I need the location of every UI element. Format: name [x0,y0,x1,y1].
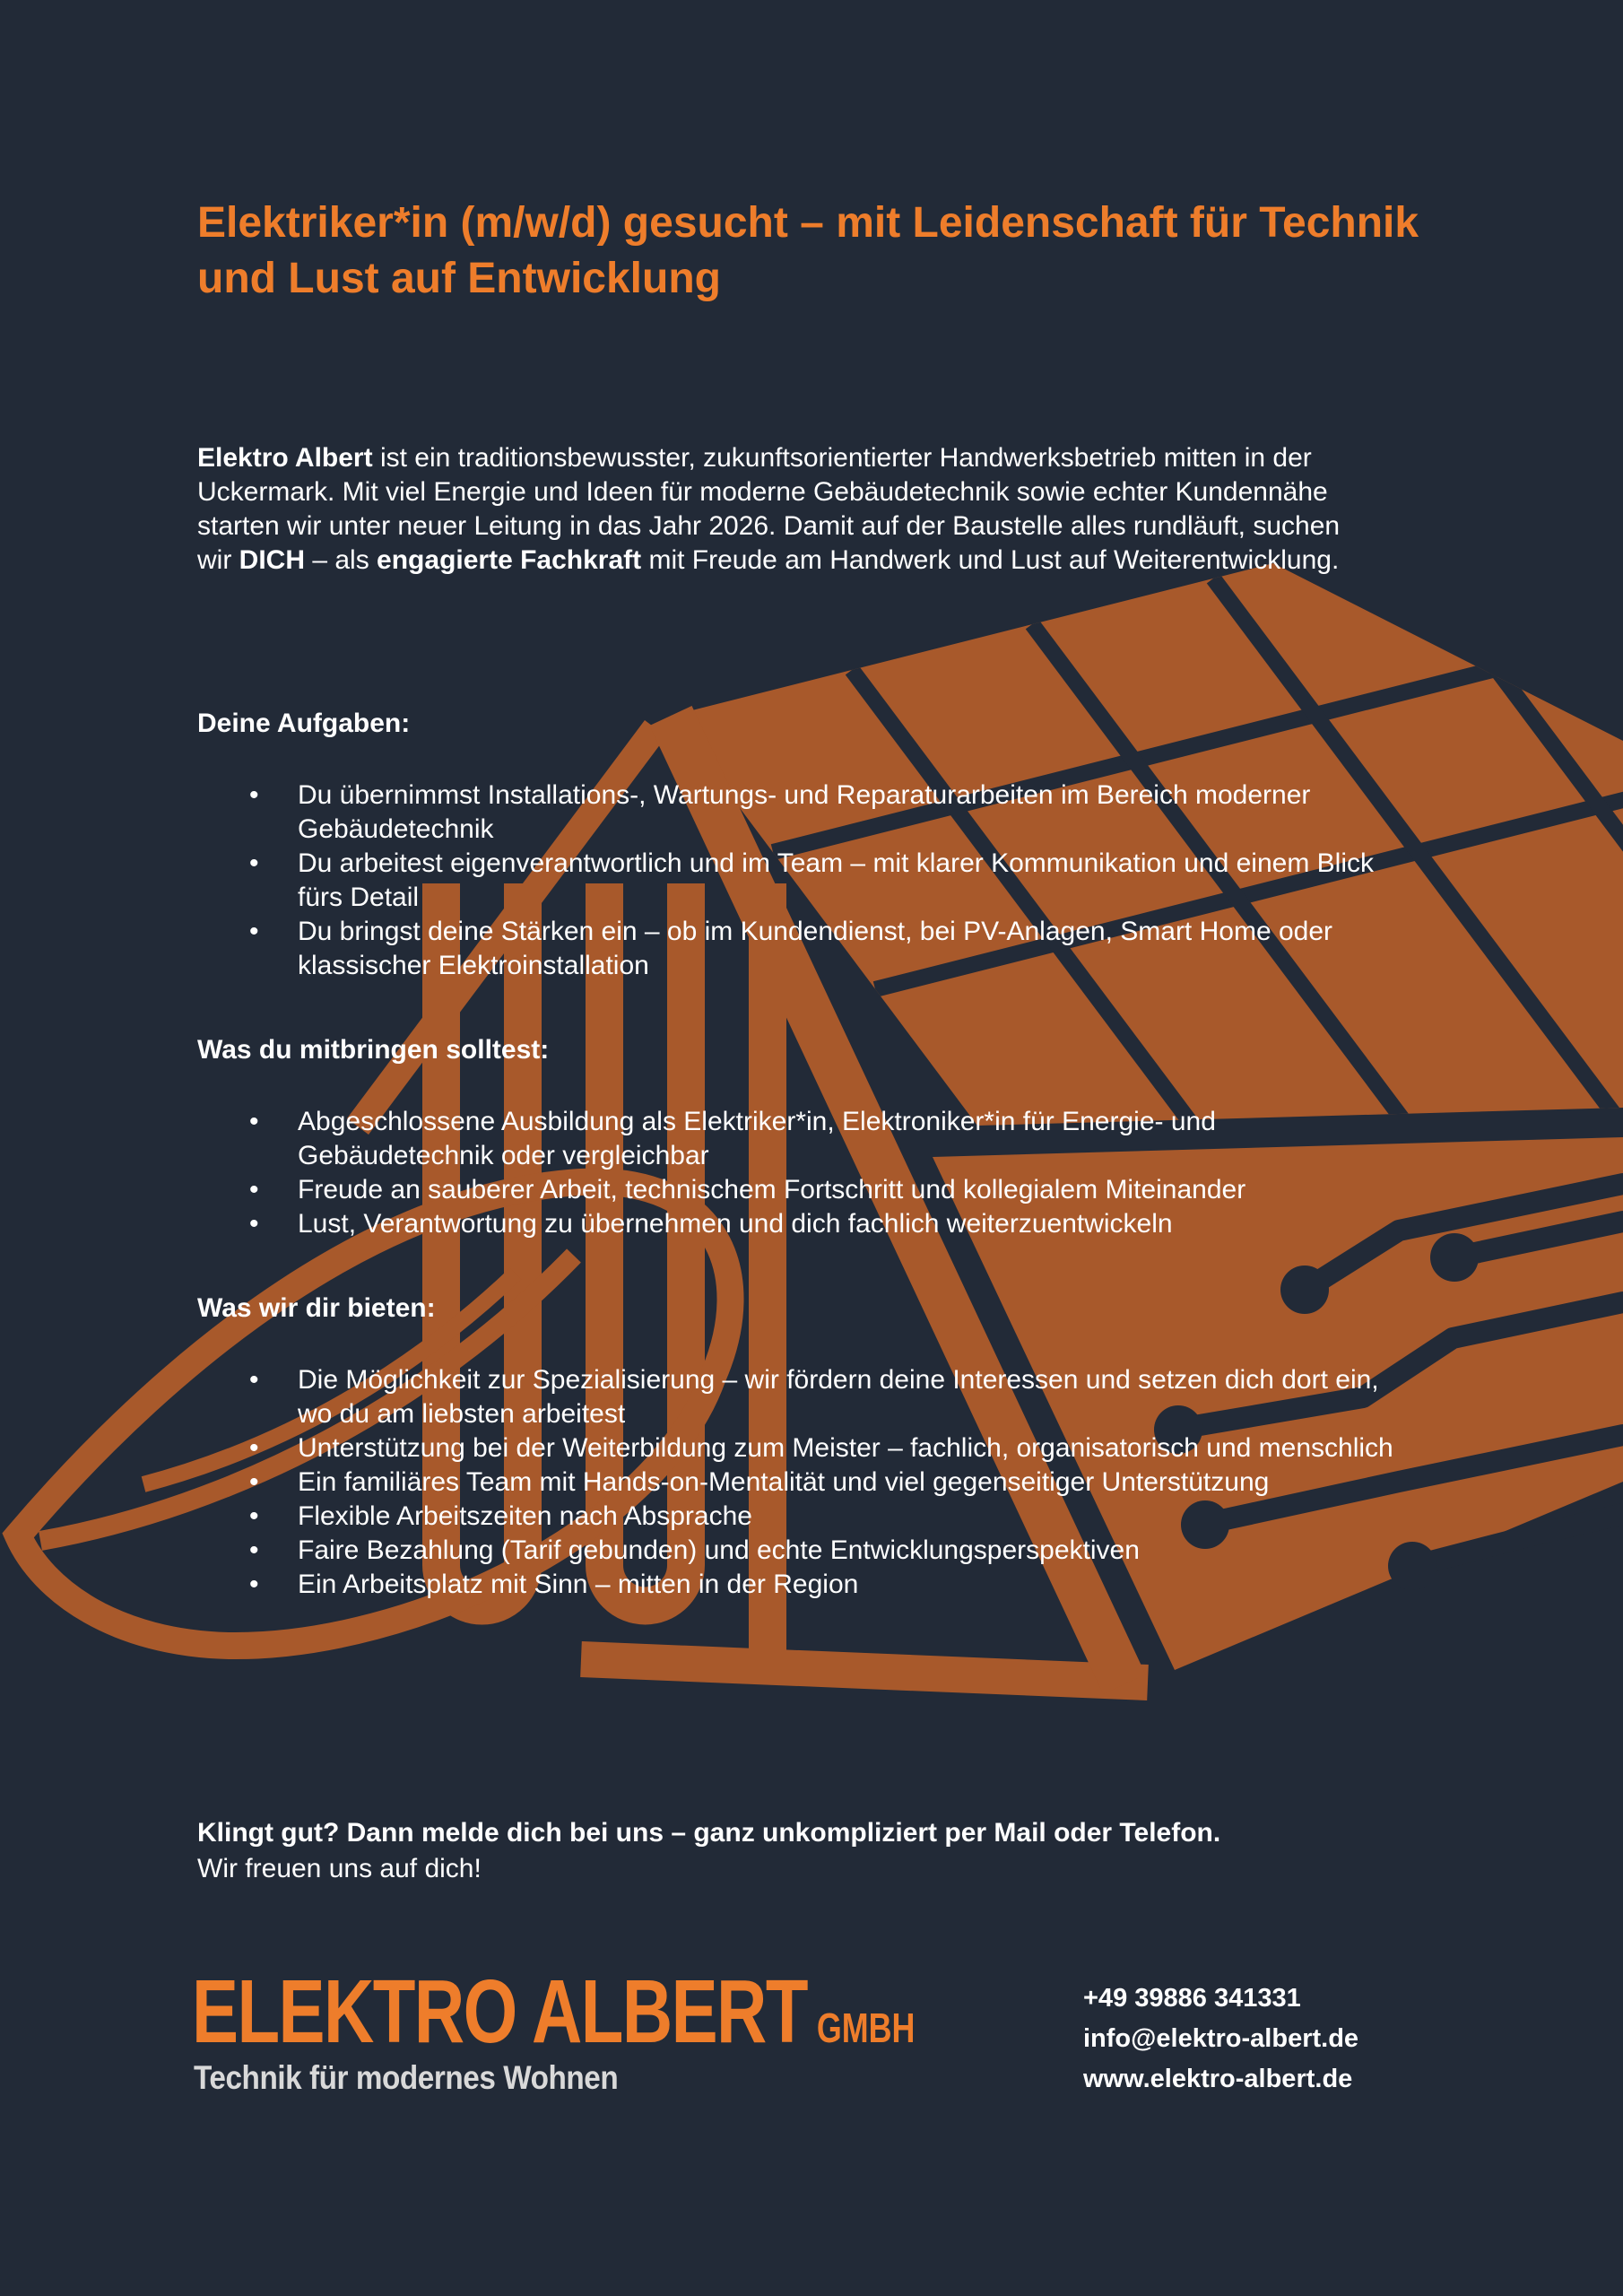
section-heading: Deine Aufgaben: [197,709,411,738]
list-item: • Unterstützung bei der Weiterbildung zum Meister – fachlich, organisatorisch und menschlich [197,1431,1410,1465]
list-item: • Du übernimmst Installations-, Wartungs- und Reparaturarbeiten im Bereich moderner Gebäudetechnik [197,778,1410,847]
contact-website: www.elektro-albert.de [1083,2065,1353,2093]
list-item: • Lust, Verantwortung zu übernehmen und dich fachlich weiterzuentwickeln [197,1207,1410,1241]
bullet-list [197,1105,1410,1241]
contact-block [1083,1979,1358,2100]
closing-note [197,1815,1435,1887]
list-item: • Ein familiäres Team mit Hands-on-Mentalität und viel gegenseitiger Unterstützung [197,1465,1410,1500]
list-item: • Du bringst deine Stärken ein – ob im Kundendienst, bei PV-Anlagen, Smart Home oder klassischer Elektroinstallation [197,915,1410,983]
intro-paragraph: Elektro Albert ist ein traditionsbewusster, zukunftsorientierter Handwerksbetrieb mitten in der Uckermark. Mit viel Energie und Ideen für moderne Gebäudetechnik sowie echter Kundennähe starten wir unter neuer Leitung in das Jahr 2026. Damit auf der Baustelle alles rundläuft, suchen wir DICH – als engagierte Fachkraft mit Freude am Handwerk und Lust auf Weiterentwicklung. [197,443,1341,575]
list-item: • Faire Bezahlung (Tarif gebunden) und echte Entwicklungsperspektiven [197,1534,1410,1568]
closing-line: Wir freuen uns auf dich! [197,1854,482,1883]
closing-call-to-action: Klingt gut? Dann melde dich bei uns – ganz unkompliziert per Mail oder Telefon. [197,1818,1221,1848]
page-title: Elektriker*in (m/w/d) gesucht – mit Leidenschaft für Technik und Lust auf Entwicklung [197,199,1419,302]
list-item: • Flexible Arbeitszeiten nach Absprache [197,1500,1410,1534]
section-aufgaben [197,707,1410,983]
sections-container [197,707,1410,1652]
section-heading: Was du mitbringen solltest: [197,1035,550,1065]
logo-suffix: GMBH [816,2005,916,2051]
company-logo [192,1961,915,2064]
section-bieten [197,1292,1410,1602]
list-item: • Ein Arbeitsplatz mit Sinn – mitten in der Region [197,1568,1410,1602]
list-item: • Freude an sauberer Arbeit, technischem Fortschritt und kollegialem Miteinander [197,1173,1410,1207]
bullet-list [197,1363,1410,1602]
section-heading: Was wir dir bieten: [197,1293,436,1323]
logo-wordmark: ELEKTRO ALBERT [192,1961,807,2062]
list-item: • Abgeschlossene Ausbildung als Elektriker*in, Elektroniker*in für Energie- und Gebäudetechnik oder vergleichbar [197,1105,1410,1173]
list-item: • Du arbeitest eigenverantwortlich und im Team – mit klarer Kommunikation und einem Blick fürs Detail [197,847,1410,915]
section-mitbringen [197,1033,1410,1241]
company-tagline: Technik für modernes Wohnen [194,2059,619,2096]
contact-phone: +49 39886 341331 [1083,1984,1301,2013]
bullet-list [197,778,1410,983]
list-item: • Die Möglichkeit zur Spezialisierung – wir fördern deine Interessen und setzen dich dort ein, wo du am liebsten arbeitest [197,1363,1410,1431]
contact-email: info@elektro-albert.de [1083,2024,1359,2053]
